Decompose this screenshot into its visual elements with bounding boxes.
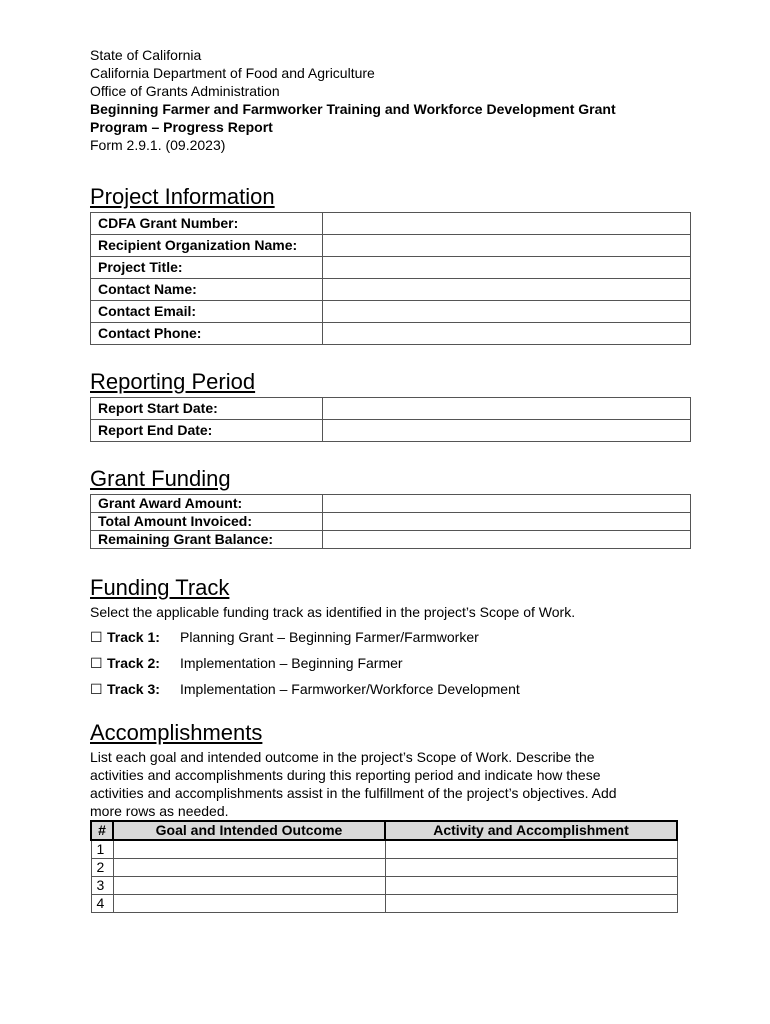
recipient-organization-label: Recipient Organization Name:: [91, 235, 323, 257]
contact-name-field[interactable]: [323, 279, 691, 301]
table-row: [91, 301, 691, 323]
instruction-line: more rows as needed.: [90, 803, 229, 819]
track-1-description: Planning Grant – Beginning Farmer/Farmworker: [180, 629, 479, 645]
track-2-description: Implementation – Beginning Farmer: [180, 655, 403, 671]
table-row: [91, 531, 691, 549]
funding-track-heading: Funding Track: [90, 575, 230, 600]
accomplishments-instructions: [90, 748, 690, 820]
report-end-date-label: Report End Date:: [91, 420, 323, 442]
table-row: [91, 279, 691, 301]
activity-cell[interactable]: [385, 895, 677, 913]
goal-cell[interactable]: [113, 895, 385, 913]
row-number: 4: [91, 895, 113, 913]
track-1-checkbox[interactable]: ☐: [90, 629, 103, 645]
track-3-description: Implementation – Farmworker/Workforce Development: [180, 681, 520, 697]
contact-name-label: Contact Name:: [91, 279, 323, 301]
table-row: [91, 235, 691, 257]
total-amount-invoiced-label: Total Amount Invoiced:: [91, 513, 323, 531]
table-row: [91, 513, 691, 531]
track-2-checkbox[interactable]: ☐: [90, 655, 103, 671]
reporting-period-heading: Reporting Period: [90, 369, 256, 394]
grant-award-amount-label: Grant Award Amount:: [91, 495, 323, 513]
table-row: [91, 257, 691, 279]
contact-phone-field[interactable]: [323, 323, 691, 345]
project-information-heading: Project Information: [90, 184, 275, 209]
track-1-option[interactable]: [90, 624, 690, 650]
form-title-line1: Beginning Farmer and Farmworker Training and Workforce Development Grant: [90, 101, 616, 117]
table-header-row: [91, 821, 677, 840]
row-number: 2: [91, 859, 113, 877]
instruction-line: List each goal and intended outcome in the project’s Scope of Work. Describe the: [90, 749, 595, 765]
grant-funding-heading: Grant Funding: [90, 466, 231, 491]
column-header-number: #: [91, 821, 113, 840]
goal-cell[interactable]: [113, 840, 385, 859]
table-row: [91, 213, 691, 235]
project-title-label: Project Title:: [91, 257, 323, 279]
funding-track-options: [90, 624, 690, 702]
table-row: [91, 859, 677, 877]
track-1-name: Track 1:: [107, 629, 160, 645]
accomplishments-heading: Accomplishments: [90, 720, 263, 745]
grant-number-field[interactable]: [323, 213, 691, 235]
document-header: [90, 46, 690, 154]
column-header-activity: Activity and Accomplishment: [385, 821, 677, 840]
activity-cell[interactable]: [385, 840, 677, 859]
track-2-option[interactable]: [90, 650, 690, 676]
remaining-grant-balance-field[interactable]: [323, 531, 691, 549]
form-title-line2: Program – Progress Report: [90, 119, 273, 135]
contact-phone-label: Contact Phone:: [91, 323, 323, 345]
table-row: [91, 420, 691, 442]
header-line-office: Office of Grants Administration: [90, 83, 280, 99]
table-row: [91, 877, 677, 895]
track-2-name: Track 2:: [107, 655, 160, 671]
table-row: [91, 895, 677, 913]
report-end-date-field[interactable]: [323, 420, 691, 442]
row-number: 1: [91, 840, 113, 859]
report-start-date-label: Report Start Date:: [91, 398, 323, 420]
table-row: [91, 323, 691, 345]
report-start-date-field[interactable]: [323, 398, 691, 420]
track-3-name: Track 3:: [107, 681, 160, 697]
project-information-table: [90, 212, 691, 345]
remaining-grant-balance-label: Remaining Grant Balance:: [91, 531, 323, 549]
row-number: 3: [91, 877, 113, 895]
total-amount-invoiced-field[interactable]: [323, 513, 691, 531]
reporting-period-table: [90, 397, 691, 442]
goal-cell[interactable]: [113, 877, 385, 895]
track-3-checkbox[interactable]: ☐: [90, 681, 103, 697]
project-title-field[interactable]: [323, 257, 691, 279]
activity-cell[interactable]: [385, 859, 677, 877]
funding-track-instructions: Select the applicable funding track as identified in the project’s Scope of Work.: [90, 604, 576, 620]
table-row: [91, 398, 691, 420]
activity-cell[interactable]: [385, 877, 677, 895]
header-line-department: California Department of Food and Agriculture: [90, 65, 375, 81]
contact-email-label: Contact Email:: [91, 301, 323, 323]
column-header-goal: Goal and Intended Outcome: [113, 821, 385, 840]
header-line-state: State of California: [90, 47, 202, 63]
grant-award-amount-field[interactable]: [323, 495, 691, 513]
instruction-line: activities and accomplishments during this reporting period and indicate how these: [90, 767, 601, 783]
grant-number-label: CDFA Grant Number:: [91, 213, 323, 235]
accomplishments-table: [90, 820, 678, 913]
goal-cell[interactable]: [113, 859, 385, 877]
contact-email-field[interactable]: [323, 301, 691, 323]
form-page: [90, 46, 690, 913]
table-row: [91, 840, 677, 859]
instruction-line: activities and accomplishments assist in the fulfillment of the project’s objectives. Add: [90, 785, 617, 801]
form-number: Form 2.9.1. (09.2023): [90, 137, 226, 153]
track-3-option[interactable]: [90, 676, 690, 702]
grant-funding-table: [90, 494, 691, 549]
recipient-organization-field[interactable]: [323, 235, 691, 257]
table-row: [91, 495, 691, 513]
